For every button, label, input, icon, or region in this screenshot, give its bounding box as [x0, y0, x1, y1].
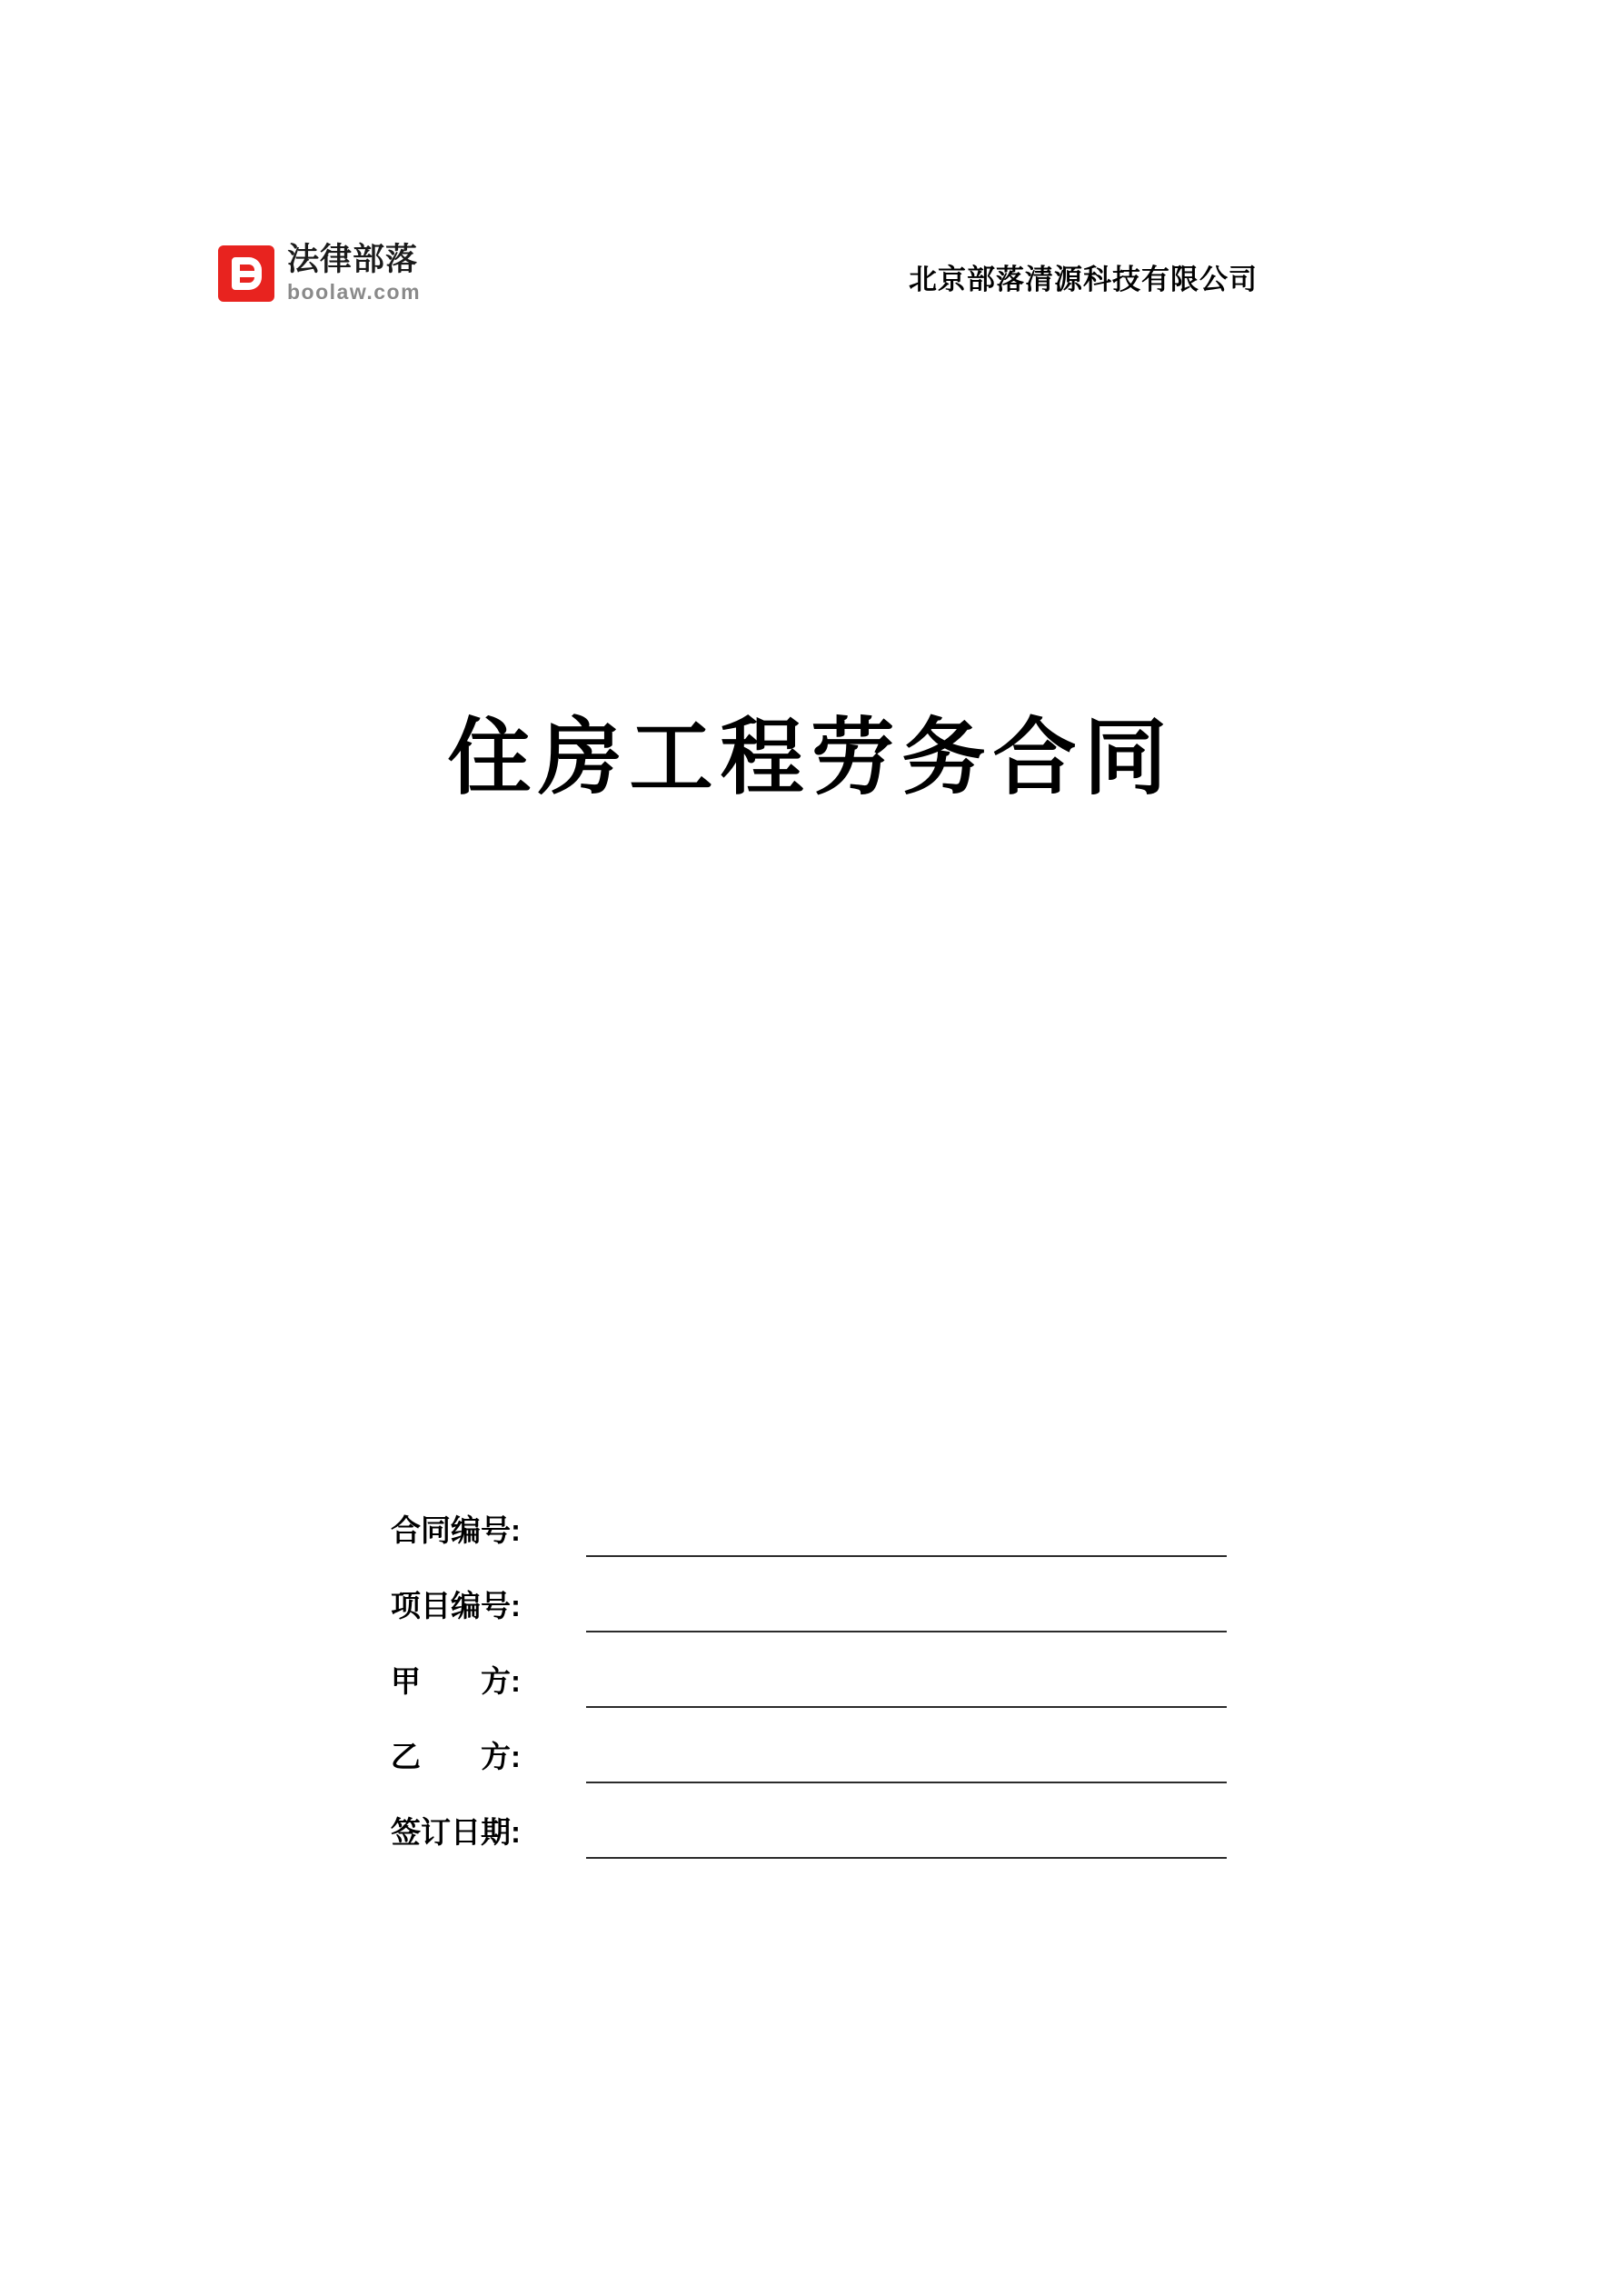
- contract-fields: [391, 1482, 1227, 1859]
- field-input-sign-date[interactable]: [586, 1804, 1227, 1859]
- company-name: 北京部落清源科技有限公司: [909, 264, 1258, 295]
- field-label-party-a: 甲 方:: [391, 1664, 521, 1698]
- field-row-party-a: [391, 1632, 1227, 1708]
- page-header: [218, 244, 1404, 325]
- boolaw-logo-icon: [218, 245, 274, 302]
- field-label-sign-date: 签订日期:: [391, 1815, 521, 1849]
- field-label-project-number: 项目编号:: [391, 1589, 521, 1622]
- field-input-party-a[interactable]: [586, 1653, 1227, 1708]
- field-label-contract-number: 合同编号:: [391, 1513, 521, 1547]
- field-input-contract-number[interactable]: [586, 1502, 1227, 1557]
- brand-text: [287, 244, 421, 303]
- field-row-party-b: [391, 1708, 1227, 1783]
- brand-name: 法律部落: [287, 242, 419, 277]
- brand-logo: [218, 244, 421, 303]
- field-input-party-b[interactable]: [586, 1729, 1227, 1783]
- brand-domain: boolaw.com: [287, 280, 422, 304]
- field-row-sign-date: [391, 1783, 1227, 1859]
- field-row-contract-number: [391, 1482, 1227, 1557]
- field-label-party-b: 乙 方:: [391, 1740, 521, 1773]
- page-title: 住房工程劳务合同: [447, 712, 1175, 804]
- field-input-project-number[interactable]: [586, 1578, 1227, 1632]
- field-row-project-number: [391, 1557, 1227, 1632]
